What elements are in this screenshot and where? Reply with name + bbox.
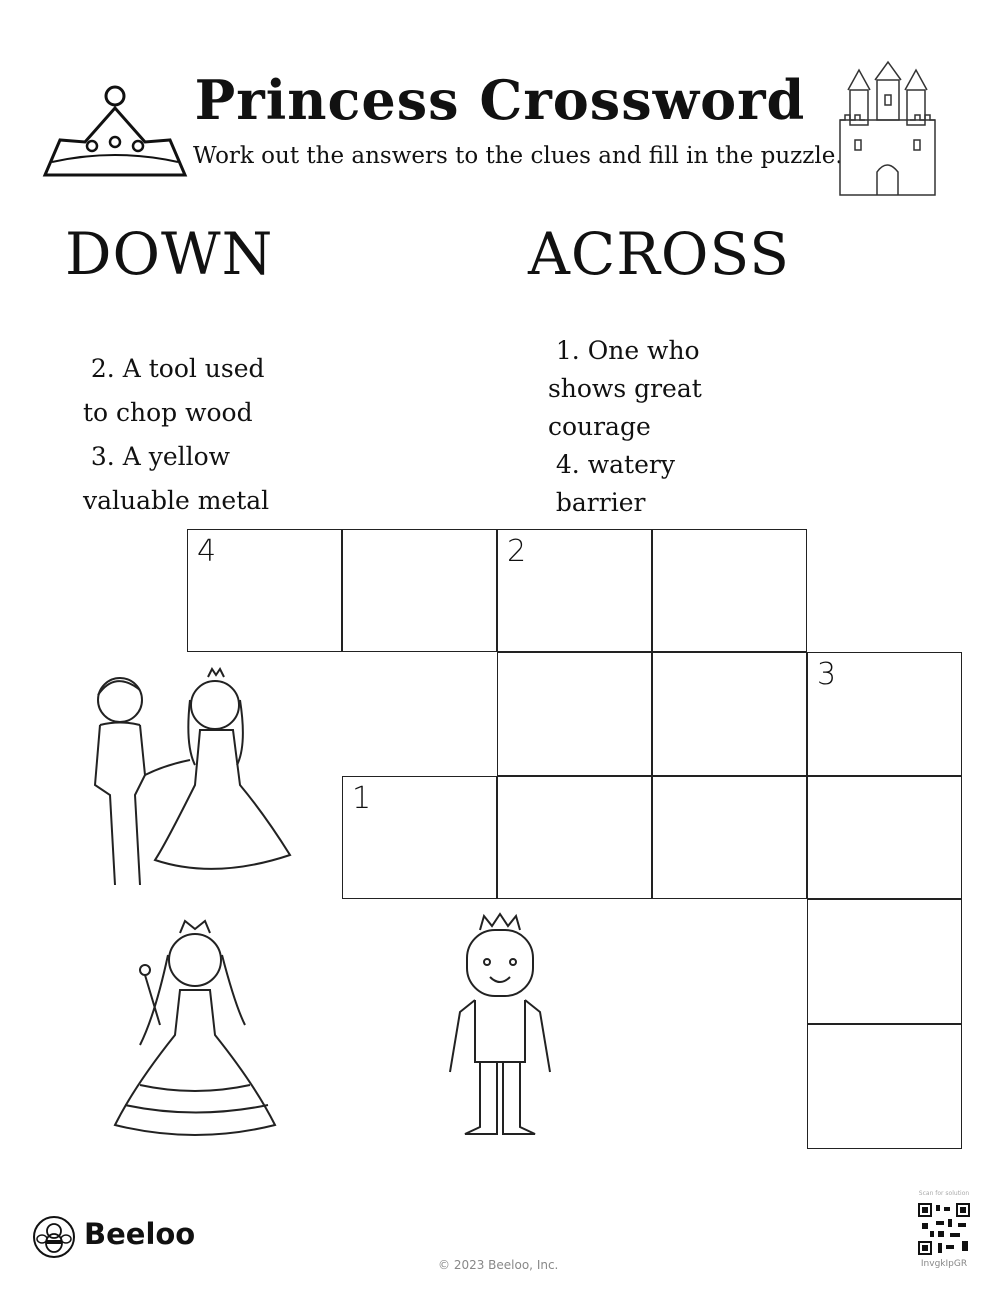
clue-text: A tool used to chop wood	[82, 354, 265, 427]
grid-cell[interactable]	[807, 1024, 962, 1149]
cell-number: 3	[817, 657, 837, 692]
instructions: Work out the answers to the clues and fill in the puzzle.	[193, 143, 843, 169]
princess-illustration	[110, 915, 280, 1140]
grid-cell[interactable]	[342, 529, 497, 652]
clue-text: A yellow valuable metal	[82, 442, 270, 515]
across-heading: ACROSS	[528, 220, 790, 288]
grid-cell[interactable]	[497, 652, 652, 776]
clue-number: 3.	[90, 442, 115, 471]
down-clue-3	[75, 391, 269, 523]
grid-cell[interactable]	[497, 776, 652, 899]
clue-text: One who shows great courage	[547, 336, 702, 441]
clue-number: 4.	[555, 450, 580, 479]
clue-text: watery barrier	[555, 450, 675, 517]
grid-cell[interactable]	[187, 529, 342, 652]
across-clue-4	[540, 408, 675, 522]
beeloo-bee-logo-icon	[32, 1215, 76, 1259]
prince-princess-dancing-illustration	[65, 665, 315, 890]
scan-label: Scan for solution	[918, 1190, 970, 1197]
qr-code-icon[interactable]	[918, 1203, 970, 1255]
clue-number: 1.	[555, 336, 580, 365]
grid-cell[interactable]	[807, 899, 962, 1024]
cell-number: 4	[197, 534, 217, 569]
grid-cell[interactable]	[497, 529, 652, 652]
cell-number: 2	[507, 534, 527, 569]
page-title: Princess Crossword	[194, 68, 806, 132]
grid-cell[interactable]	[807, 776, 962, 899]
grid-cell[interactable]	[807, 652, 962, 776]
grid-cell[interactable]	[652, 529, 807, 652]
clue-number: 2.	[90, 354, 115, 383]
castle-icon	[830, 60, 945, 200]
grid-cell[interactable]	[342, 776, 497, 899]
solution-code: InvgkIpGR	[920, 1259, 968, 1269]
grid-cell[interactable]	[652, 652, 807, 776]
down-heading: DOWN	[65, 220, 274, 288]
cell-number: 1	[352, 781, 372, 816]
grid-cell[interactable]	[652, 776, 807, 899]
prince-illustration	[445, 912, 555, 1142]
brand-name: Beeloo	[84, 1217, 196, 1251]
copyright: © 2023 Beeloo, Inc.	[438, 1258, 559, 1272]
